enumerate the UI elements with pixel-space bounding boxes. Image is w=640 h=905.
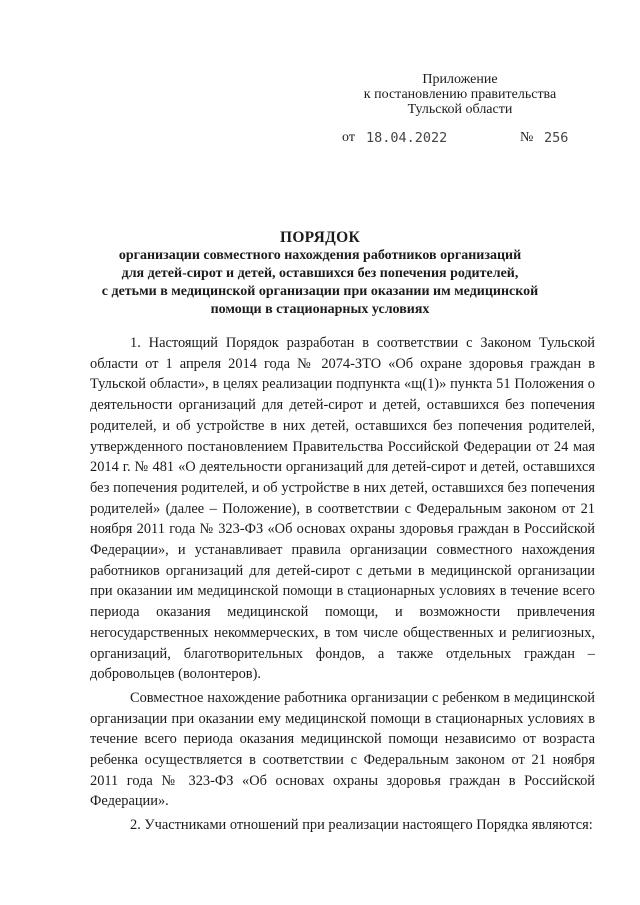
resolution-number: 256: [544, 130, 569, 146]
appendix-block: [340, 72, 580, 117]
title-subtitle: [90, 247, 550, 319]
paragraph-1: 1. Настоящий Порядок разработан в соответствии с Законом Тульской области от 1 апреля 2014 года № 2074-ЗТО «Об охране здоровья граждан в Тульской области», в целях реализации подпункта «щ(1)» пункта 51 Положения о деятельности организаций для детей-сирот и детей, оставшихся без попечения родителей, и об устройстве в них детей, оставшихся без попечения родителей, утвержденного постановлением Правительства Российской Федерации от 24 мая 2014 г. № 481 «О деятельности организаций для детей-сирот и детей, оставшихся без попечения родителей, и об устройстве в них детей, оставшихся без попечения родителей» (далее – Положение), в соответствии с Федеральным законом от 21 ноября 2011 года № 323-ФЗ «Об основах охраны здоровья граждан в Российской Федерации», и устанавливает правила организации совместного нахождения работников организаций для детей-сирот с детьми в медицинской организации при оказании им медицинской помощи в стационарных условиях в течение всего периода оказания медицинской помощи, и возможности привлечения негосударственных некоммерческих, в том числе общественных и религиозных, организаций, благотворительных фондов, а также отдельных граждан – добровольцев (волонтеров).: [90, 335, 595, 683]
paragraph-3: 2. Участниками отношений при реализации настоящего Порядка являются:: [130, 817, 593, 834]
appendix-line-3: Тульской области: [407, 102, 513, 117]
resolution-date: 18.04.2022: [366, 130, 448, 146]
document-body: [90, 333, 595, 836]
appendix-line-2: к постановлению правительства: [363, 87, 557, 102]
date-prefix: от: [342, 130, 355, 145]
title-line-1: организации совместного нахождения работников организаций: [118, 248, 522, 263]
resolution-date-number: [342, 130, 582, 150]
title-line-3: с детьми в медицинской организации при оказании им медицинской: [101, 284, 539, 299]
number-sign: №: [520, 130, 534, 145]
title-line-2: для детей-сирот и детей, оставшихся без попечения родителей,: [121, 266, 519, 281]
appendix-line-1: Приложение: [422, 72, 498, 87]
document-title: [90, 228, 550, 319]
paragraph-2: Совместное нахождение работника организации с ребенком в медицинской организации при оказании ему медицинской помощи в стационарных условиях в течение всего периода оказания медицинской помощи независимо от возраста ребенка осуществляется в соответствии с Федеральным законом от 21 ноября 2011 года № 323-ФЗ «Об основах охраны здоровья граждан в Российской Федерации».: [90, 689, 595, 810]
title-line-4: помощи в стационарных условиях: [210, 302, 430, 317]
title-main: ПОРЯДОК: [279, 229, 361, 246]
